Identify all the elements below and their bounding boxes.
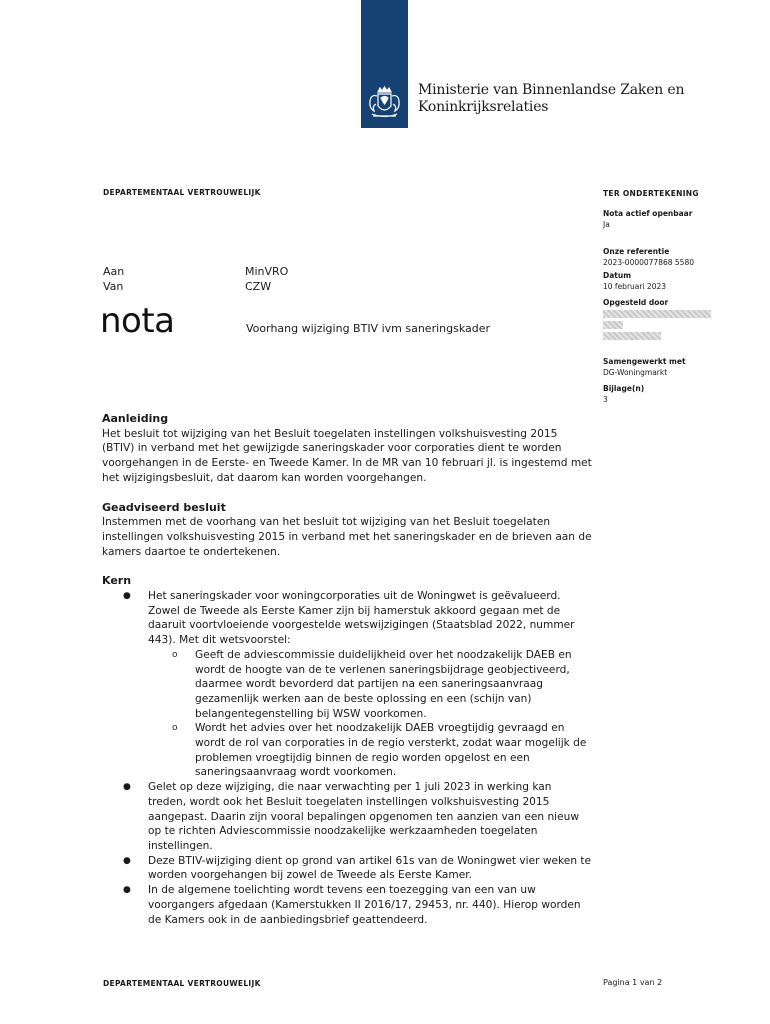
section-advies bbox=[102, 501, 592, 560]
bullet-icon: ● bbox=[123, 782, 131, 793]
list-item bbox=[148, 648, 592, 722]
kern-bullet-4: In de algemene toelichting wordt tevens een toezegging van een van uw voorgangers afgedaan (Kamerstukken II 2016/17, 29453, nr. 440). Hierop worden de Kamers ook in de aanbiedingsbrief geattendeerd. bbox=[148, 884, 581, 926]
bullet-icon: ● bbox=[123, 885, 131, 896]
kern-bullet-3: Deze BTIV-wijziging dient op grond van artikel 61s van de Woningwet vier weken te worden voorgehangen bij zowel de Tweede als Eerste Kamer. bbox=[148, 854, 592, 882]
nota-actief-value: Ja bbox=[603, 220, 610, 229]
circle-bullet-icon: o bbox=[172, 649, 178, 660]
list-item bbox=[102, 780, 592, 854]
van-label: Van bbox=[103, 280, 124, 293]
bijlage-value: 3 bbox=[603, 395, 608, 404]
aan-value: MinVRO bbox=[245, 265, 289, 278]
list-item bbox=[102, 589, 592, 780]
page-number: Pagina 1 van 2 bbox=[603, 978, 663, 987]
advies-heading: Geadviseerd besluit bbox=[102, 500, 226, 514]
redacted-initials bbox=[603, 321, 623, 329]
datum-label: Datum bbox=[603, 271, 632, 280]
aan-label: Aan bbox=[103, 265, 125, 278]
document-type: nota bbox=[100, 301, 175, 341]
section-aanleiding bbox=[102, 412, 592, 486]
kern-bullet-1: Het saneringskader voor woningcorporaties uit de Woningwet is geëvalueerd. Zowel de Tweede als Eerste Kamer zijn bij hamerstuk akkoord gegaan met de daaruit voortvloeiende voorgestelde wetswijzigingen (Staatsblad 2022, nummer 443). Met dit wetsvoorstel: bbox=[148, 590, 575, 647]
metadata-sidebar bbox=[603, 188, 723, 410]
document-subject: Voorhang wijziging BTIV ivm saneringskader bbox=[246, 322, 491, 335]
samengewerkt-value: DG-Woningmarkt bbox=[603, 368, 668, 377]
list-item bbox=[102, 854, 592, 883]
classification-footer: DEPARTEMENTAAL VERTROUWELIJK bbox=[103, 979, 261, 988]
classification-header: DEPARTEMENTAAL VERTROUWELIJK bbox=[103, 188, 261, 197]
kern-heading: Kern bbox=[102, 574, 132, 588]
document-body bbox=[102, 412, 592, 942]
addressing-block bbox=[103, 264, 288, 294]
opgesteld-label: Opgesteld door bbox=[603, 298, 669, 307]
list-item bbox=[102, 883, 592, 927]
coat-of-arms-icon bbox=[364, 84, 405, 122]
kern-bullet-2: Gelet op deze wijziging, die naar verwachting per 1 juli 2023 in werking kan treden, wordt ook het Besluit toegelaten instellingen volkshuisvesting 2015 aangepast. Daarin zijn vooral bepalingen opgenomen ten aanzien van een nieuw op te richten Adviescommissie noodzakelijke werkzaamheden toegelaten instellingen. bbox=[148, 781, 580, 852]
redacted-phone bbox=[603, 332, 661, 340]
ministry-name bbox=[418, 82, 684, 116]
datum-value: 10 februari 2023 bbox=[603, 282, 667, 291]
ministry-name-line1: Ministerie van Binnenlandse Zaken en bbox=[418, 82, 685, 98]
section-kern bbox=[102, 574, 592, 927]
ministry-name-line2: Koninkrijksrelaties bbox=[418, 99, 549, 115]
referentie-value: 2023-0000077868 5580 bbox=[603, 258, 694, 267]
bullet-icon: ● bbox=[123, 855, 131, 866]
kern-sub-2: Wordt het advies over het noodzakelijk DAEB vroegtijdig gevraagd en wordt de rol van corporaties in de regio versterkt, zodat waar mogelijk de problemen vroegtijdig binnen de regio worden opgelost en een saneringsaanvraag wordt voorkomen. bbox=[195, 722, 587, 779]
bullet-icon: ● bbox=[123, 591, 131, 602]
aanleiding-heading: Aanleiding bbox=[102, 412, 169, 425]
advies-text: Instemmen met de voorhang van het besluit tot wijziging van het Besluit toegelaten instellingen volkshuisvesting 2015 in verband met het saneringskader en de brieven aan de kamers daartoe te ondertekenen. bbox=[102, 516, 592, 558]
redacted-name bbox=[603, 310, 711, 318]
kern-list bbox=[102, 589, 592, 927]
aanleiding-text: Het besluit tot wijziging van het Besluit toegelaten instellingen volkshuisvesting 2015 (BTIV) in verband met het gewijzigde saneringskader voor corporaties dient te worden voorgehangen in de Eerste- en Tweede Kamer. In de MR van 10 februari jl. is ingestemd met het wijzigingsbesluit, dat daarom kan worden voorgehangen. bbox=[102, 427, 592, 484]
referentie-label: Onze referentie bbox=[603, 247, 670, 256]
nota-actief-label: Nota actief openbaar bbox=[603, 209, 693, 218]
bijlage-label: Bijlage(n) bbox=[603, 384, 645, 393]
kern-sublist bbox=[148, 648, 592, 780]
samengewerkt-label: Samengewerkt met bbox=[603, 357, 686, 366]
kern-sub-1: Geeft de adviescommissie duidelijkheid over het noodzakelijk DAEB en wordt de hoogte van de te verlenen saneringsbijdrage geobjectiveerd, daarmee wordt bevorderd dat partijen na een saneringsaanvraag gezamenlijk werken aan de beste oplossing en een (schijn van) belangentegenstelling bij WSW voorkomen. bbox=[195, 648, 572, 720]
van-value: CZW bbox=[245, 280, 272, 293]
sidebar-heading: TER ONDERTEKENING bbox=[603, 189, 699, 198]
list-item bbox=[148, 721, 592, 780]
circle-bullet-icon: o bbox=[172, 723, 178, 734]
